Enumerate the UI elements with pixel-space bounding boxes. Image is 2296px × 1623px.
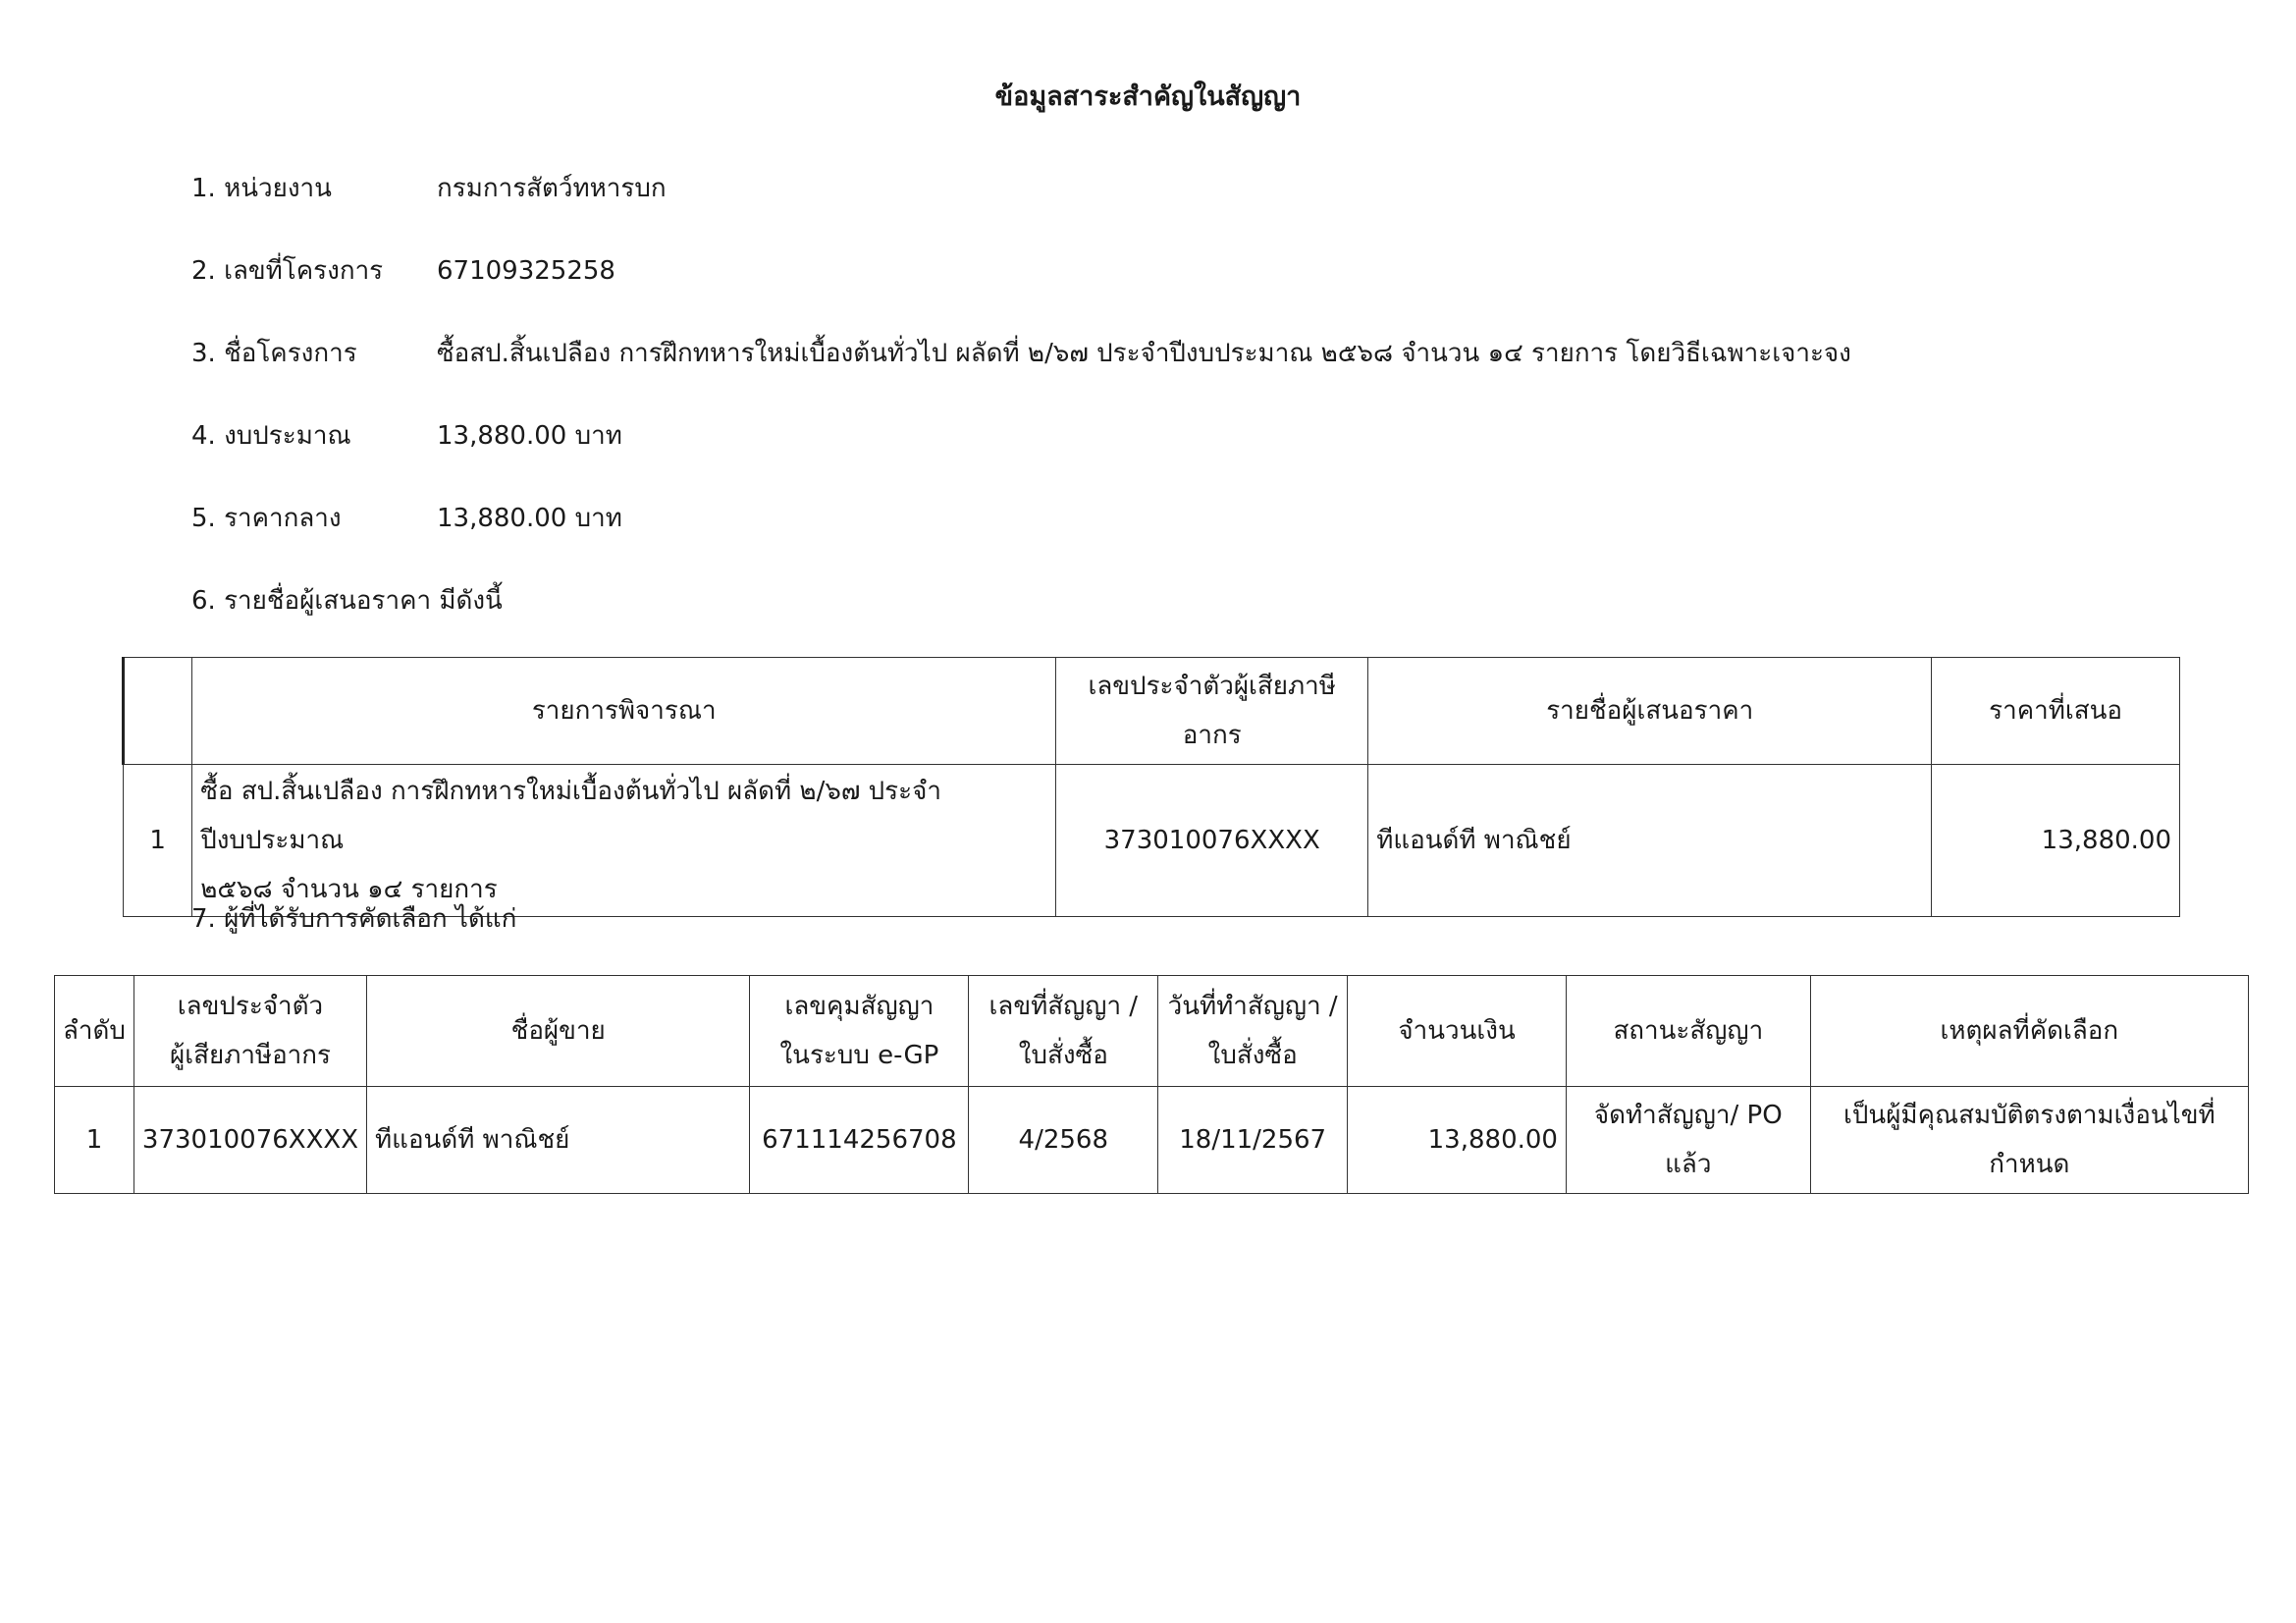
project-name-value: ซื้อสป.สิ้นเปลือง การฝึกทหารใหม่เบื้องต้นทั่วไป ผลัดที่ ๒/๖๗ ประจำปีงบประมาณ ๒๕๖๘ จำนวน ๑๔ รายการ โดยวิธีเฉพาะเจาะจง [437, 339, 1851, 368]
info-median-price [191, 499, 622, 538]
info-agency [191, 169, 667, 208]
budget-label: 4. งบประมาณ [191, 421, 351, 451]
project-no-value: 67109325258 [437, 256, 615, 286]
bidders-heading: 6. รายชื่อผู้เสนอราคา มีดังนี้ [191, 586, 503, 616]
selected-header-date-line2: ใบสั่งซื้อ [1207, 1041, 1298, 1070]
selected-header-egp-line2: ในระบบ e-GP [779, 1041, 939, 1070]
bidders-header-price: ราคาที่เสนอ [1932, 658, 2180, 765]
info-project-no [191, 251, 615, 291]
bidders-cell-bidder: ทีแอนด์ที พาณิชย์ [1368, 765, 1932, 917]
bidders-item-line2: ๒๕๖๘ จำนวน ๑๔ รายการ [200, 875, 498, 904]
median-price-label: 5. ราคากลาง [191, 504, 342, 533]
selected-header-date [1158, 976, 1348, 1087]
table-row [55, 1087, 2249, 1194]
agency-label: 1. หน่วยงาน [191, 174, 332, 203]
selected-header-tax-id-line2: ผู้เสียภาษีอากร [169, 1041, 331, 1070]
selected-header-egp [750, 976, 969, 1087]
selected-header-vendor: ชื่อผู้ขาย [367, 976, 750, 1087]
selected-cell-tax-id: 373010076XXXX [133, 1087, 366, 1194]
bidders-cell-tax-id: 373010076XXXX [1056, 765, 1368, 917]
selected-cell-egp: 671114256708 [750, 1087, 969, 1194]
selected-cell-contract-no: 4/2568 [969, 1087, 1158, 1194]
document-title: ข้อมูลสาระสำคัญในสัญญา [994, 81, 1302, 112]
bidders-header-no [124, 658, 192, 765]
selected-table [54, 975, 2249, 1194]
selected-header-date-line1: วันที่ทำสัญญา / [1167, 992, 1338, 1021]
bidders-cell-price: 13,880.00 [1932, 765, 2180, 917]
selected-header-tax-id [133, 976, 366, 1087]
selected-cell-amount: 13,880.00 [1348, 1087, 1567, 1194]
info-budget [191, 416, 622, 456]
bidders-table [122, 657, 2180, 917]
selected-heading: 7. ผู้ที่ได้รับการคัดเลือก ได้แก่ [191, 904, 517, 934]
info-project-name [191, 334, 1851, 373]
selected-cell-status: จัดทำสัญญา/ PO แล้ว [1566, 1087, 1810, 1194]
table-row [124, 765, 2180, 917]
median-price-value: 13,880.00 บาท [437, 504, 622, 533]
budget-value: 13,880.00 บาท [437, 421, 622, 451]
bidders-header-bidder: รายชื่อผู้เสนอราคา [1368, 658, 1932, 765]
agency-value: กรมการสัตว์ทหารบก [437, 174, 667, 203]
bidders-item-line1: ซื้อ สป.สิ้นเปลือง การฝึกทหารใหม่เบื้องต้นทั่วไป ผลัดที่ ๒/๖๗ ประจำปีงบประมาณ [200, 777, 941, 855]
selected-cell-date: 18/11/2567 [1158, 1087, 1348, 1194]
selected-cell-no: 1 [55, 1087, 134, 1194]
selected-header-reason: เหตุผลที่คัดเลือก [1810, 976, 2248, 1087]
bidders-cell-no: 1 [124, 765, 192, 917]
bidders-cell-item [192, 765, 1056, 917]
selected-cell-vendor: ทีแอนด์ที พาณิชย์ [367, 1087, 750, 1194]
bidders-header-item: รายการพิจารณา [192, 658, 1056, 765]
selected-header-contract-no-line1: เลขที่สัญญา / [988, 992, 1139, 1021]
project-name-label: 3. ชื่อโครงการ [191, 339, 357, 368]
bidders-header-row [124, 658, 2180, 765]
selected-header-tax-id-line1: เลขประจำตัว [177, 992, 324, 1021]
selected-header-status: สถานะสัญญา [1566, 976, 1810, 1087]
selected-header-contract-no-line2: ใบสั่งซื้อ [1018, 1041, 1108, 1070]
selected-cell-reason: เป็นผู้มีคุณสมบัติตรงตามเงื่อนไขที่กำหนด [1810, 1087, 2248, 1194]
bidders-header-tax-id: เลขประจำตัวผู้เสียภาษีอากร [1056, 658, 1368, 765]
selected-header-row [55, 976, 2249, 1087]
selected-header-contract-no [969, 976, 1158, 1087]
selected-header-egp-line1: เลขคุมสัญญา [784, 992, 934, 1021]
selected-header-amount: จำนวนเงิน [1348, 976, 1567, 1087]
project-no-label: 2. เลขที่โครงการ [191, 256, 384, 286]
selected-header-no: ลำดับ [55, 976, 134, 1087]
